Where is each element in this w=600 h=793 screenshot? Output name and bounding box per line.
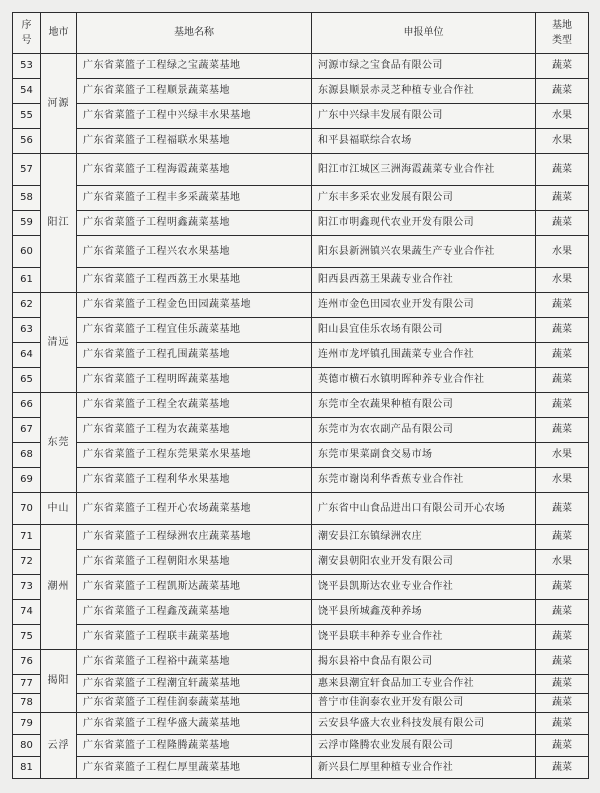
applicant-unit-cell: 阳西县西荔王果蔬专业合作社 — [312, 268, 536, 293]
applicant-unit-cell: 东莞市谢岗利华香蕉专业合作社 — [312, 468, 536, 493]
applicant-unit-cell: 东莞市果菜副食交易市场 — [312, 443, 536, 468]
base-type-cell: 水果 — [536, 104, 589, 129]
base-type-cell: 蔬菜 — [536, 575, 589, 600]
row-number: 64 — [13, 343, 41, 368]
row-number: 58 — [13, 186, 41, 211]
base-name-cell: 广东省菜篮子工程为农蔬菜基地 — [77, 418, 312, 443]
base-type-cell: 蔬菜 — [536, 650, 589, 675]
table-row — [13, 443, 589, 468]
row-number: 73 — [13, 575, 41, 600]
table-row — [13, 493, 589, 525]
table-row — [13, 268, 589, 293]
base-name-cell: 广东省菜篮子工程隆腾蔬菜基地 — [77, 735, 312, 757]
base-name-cell: 广东省菜篮子工程绿之宝蔬菜基地 — [77, 54, 312, 79]
document-page — [12, 12, 588, 779]
row-number: 68 — [13, 443, 41, 468]
row-number: 71 — [13, 525, 41, 550]
base-name-cell: 广东省菜篮子工程金色田园蔬菜基地 — [77, 293, 312, 318]
base-type-cell: 蔬菜 — [536, 79, 589, 104]
base-name-cell: 广东省菜篮子工程中兴绿丰水果基地 — [77, 104, 312, 129]
base-type-cell: 蔬菜 — [536, 154, 589, 186]
base-name-cell: 广东省菜篮子工程潮宜轩蔬菜基地 — [77, 675, 312, 694]
base-name-cell: 广东省菜篮子工程联丰蔬菜基地 — [77, 625, 312, 650]
table-row — [13, 79, 589, 104]
row-number: 69 — [13, 468, 41, 493]
table-row — [13, 735, 589, 757]
applicant-unit-cell: 云浮市隆腾农业发展有限公司 — [312, 735, 536, 757]
row-number: 81 — [13, 757, 41, 779]
base-type-cell: 蔬菜 — [536, 675, 589, 694]
table-row — [13, 393, 589, 418]
base-name-cell: 广东省菜篮子工程福联水果基地 — [77, 129, 312, 154]
base-type-cell: 水果 — [536, 236, 589, 268]
applicant-unit-cell: 普宁市佳润泰农业开发有限公司 — [312, 694, 536, 713]
base-type-cell: 水果 — [536, 443, 589, 468]
base-type-cell: 蔬菜 — [536, 713, 589, 735]
applicant-unit-cell: 潮安县朝阳农业开发有限公司 — [312, 550, 536, 575]
applicant-unit-cell: 揭东县裕中食品有限公司 — [312, 650, 536, 675]
table-row — [13, 129, 589, 154]
base-name-cell: 广东省菜篮子工程佳润泰蔬菜基地 — [77, 694, 312, 713]
header-no: 序 号 — [13, 13, 41, 54]
base-type-cell: 蔬菜 — [536, 694, 589, 713]
applicant-unit-cell: 饶平县凯斯达农业专业合作社 — [312, 575, 536, 600]
applicant-unit-cell: 广东丰多采农业发展有限公司 — [312, 186, 536, 211]
base-type-cell: 蔬菜 — [536, 318, 589, 343]
row-number: 59 — [13, 211, 41, 236]
applicant-unit-cell: 英德市横石水镇明晖种养专业合作社 — [312, 368, 536, 393]
applicant-unit-cell: 阳江市江城区三洲海霞蔬菜专业合作社 — [312, 154, 536, 186]
base-name-cell: 广东省菜篮子工程丰多采蔬菜基地 — [77, 186, 312, 211]
table-row — [13, 625, 589, 650]
base-type-cell: 蔬菜 — [536, 211, 589, 236]
base-type-cell: 蔬菜 — [536, 54, 589, 79]
base-type-cell: 水果 — [536, 268, 589, 293]
table-row — [13, 418, 589, 443]
table-row — [13, 675, 589, 694]
table-row — [13, 54, 589, 79]
applicant-unit-cell: 饶平县联丰种养专业合作社 — [312, 625, 536, 650]
base-name-cell: 广东省菜篮子工程顺景蔬菜基地 — [77, 79, 312, 104]
base-name-cell: 广东省菜篮子工程全农蔬菜基地 — [77, 393, 312, 418]
header-base-name: 基地名称 — [77, 13, 312, 54]
base-type-cell: 水果 — [536, 468, 589, 493]
table-row — [13, 104, 589, 129]
table-header-row — [13, 13, 589, 54]
applicant-unit-cell: 广东中兴绿丰发展有限公司 — [312, 104, 536, 129]
base-type-cell: 蔬菜 — [536, 735, 589, 757]
city-cell: 阳江 — [41, 154, 77, 293]
row-number: 67 — [13, 418, 41, 443]
base-type-cell: 蔬菜 — [536, 493, 589, 525]
row-number: 60 — [13, 236, 41, 268]
applicant-unit-cell: 阳山县宜佳乐农场有限公司 — [312, 318, 536, 343]
table-row — [13, 600, 589, 625]
applicant-unit-cell: 河源市绿之宝食品有限公司 — [312, 54, 536, 79]
row-number: 57 — [13, 154, 41, 186]
applicant-unit-cell: 东源县顺景赤灵芝种植专业合作社 — [312, 79, 536, 104]
base-name-cell: 广东省菜篮子工程兴农水果基地 — [77, 236, 312, 268]
city-cell: 云浮 — [41, 713, 77, 779]
base-type-cell: 蔬菜 — [536, 368, 589, 393]
vegetable-basket-base-table — [12, 12, 589, 779]
row-number: 75 — [13, 625, 41, 650]
base-type-cell: 蔬菜 — [536, 186, 589, 211]
base-type-cell: 蔬菜 — [536, 600, 589, 625]
base-name-cell: 广东省菜篮子工程海霞蔬菜基地 — [77, 154, 312, 186]
base-name-cell: 广东省菜篮子工程凯斯达蔬菜基地 — [77, 575, 312, 600]
applicant-unit-cell: 潮安县江东镇绿洲农庄 — [312, 525, 536, 550]
base-name-cell: 广东省菜篮子工程宜佳乐蔬菜基地 — [77, 318, 312, 343]
header-type: 基地 类型 — [536, 13, 589, 54]
city-cell: 河源 — [41, 54, 77, 154]
row-number: 54 — [13, 79, 41, 104]
table-row — [13, 318, 589, 343]
applicant-unit-cell: 广东省中山食品进出口有限公司开心农场 — [312, 493, 536, 525]
applicant-unit-cell: 惠来县潮宜轩食品加工专业合作社 — [312, 675, 536, 694]
base-type-cell: 蔬菜 — [536, 525, 589, 550]
applicant-unit-cell: 连州市龙坪镇孔围蔬菜专业合作社 — [312, 343, 536, 368]
base-type-cell: 水果 — [536, 550, 589, 575]
applicant-unit-cell: 阳江市明鑫现代农业开发有限公司 — [312, 211, 536, 236]
row-number: 76 — [13, 650, 41, 675]
city-cell: 清远 — [41, 293, 77, 393]
city-cell: 中山 — [41, 493, 77, 525]
city-cell: 东莞 — [41, 393, 77, 493]
base-name-cell: 广东省菜篮子工程明鑫蔬菜基地 — [77, 211, 312, 236]
row-number: 66 — [13, 393, 41, 418]
table-row — [13, 575, 589, 600]
table-row — [13, 525, 589, 550]
city-cell: 揭阳 — [41, 650, 77, 713]
applicant-unit-cell: 连州市金色田园农业开发有限公司 — [312, 293, 536, 318]
row-number: 61 — [13, 268, 41, 293]
applicant-unit-cell: 阳东县新洲镇兴农果蔬生产专业合作社 — [312, 236, 536, 268]
table-row — [13, 368, 589, 393]
header-unit: 申报单位 — [312, 13, 536, 54]
row-number: 63 — [13, 318, 41, 343]
row-number: 78 — [13, 694, 41, 713]
header-city: 地市 — [41, 13, 77, 54]
base-name-cell: 广东省菜篮子工程绿洲农庄蔬菜基地 — [77, 525, 312, 550]
row-number: 65 — [13, 368, 41, 393]
base-type-cell: 蔬菜 — [536, 393, 589, 418]
base-type-cell: 蔬菜 — [536, 625, 589, 650]
base-name-cell: 广东省菜篮子工程孔围蔬菜基地 — [77, 343, 312, 368]
base-name-cell: 广东省菜篮子工程仁厚里蔬菜基地 — [77, 757, 312, 779]
row-number: 74 — [13, 600, 41, 625]
base-name-cell: 广东省菜篮子工程朝阳水果基地 — [77, 550, 312, 575]
base-name-cell: 广东省菜篮子工程鑫茂蔬菜基地 — [77, 600, 312, 625]
applicant-unit-cell: 东莞市为农农副产品有限公司 — [312, 418, 536, 443]
row-number: 55 — [13, 104, 41, 129]
table-body — [13, 54, 589, 779]
table-row — [13, 236, 589, 268]
table-row — [13, 694, 589, 713]
row-number: 79 — [13, 713, 41, 735]
table-row — [13, 650, 589, 675]
base-name-cell: 广东省菜篮子工程利华水果基地 — [77, 468, 312, 493]
row-number: 77 — [13, 675, 41, 694]
table-row — [13, 154, 589, 186]
applicant-unit-cell: 云安县华盛大农业科技发展有限公司 — [312, 713, 536, 735]
base-type-cell: 蔬菜 — [536, 293, 589, 318]
table-row — [13, 343, 589, 368]
table-row — [13, 211, 589, 236]
applicant-unit-cell: 和平县福联综合农场 — [312, 129, 536, 154]
base-name-cell: 广东省菜篮子工程开心农场蔬菜基地 — [77, 493, 312, 525]
table-row — [13, 550, 589, 575]
base-type-cell: 蔬菜 — [536, 343, 589, 368]
base-type-cell: 水果 — [536, 129, 589, 154]
base-type-cell: 蔬菜 — [536, 757, 589, 779]
base-name-cell: 广东省菜篮子工程裕中蔬菜基地 — [77, 650, 312, 675]
table-row — [13, 293, 589, 318]
table-row — [13, 468, 589, 493]
applicant-unit-cell: 东莞市全农蔬果种植有限公司 — [312, 393, 536, 418]
city-cell: 潮州 — [41, 525, 77, 650]
base-name-cell: 广东省菜篮子工程明晖蔬菜基地 — [77, 368, 312, 393]
row-number: 72 — [13, 550, 41, 575]
row-number: 56 — [13, 129, 41, 154]
row-number: 80 — [13, 735, 41, 757]
base-name-cell: 广东省菜篮子工程西荔王水果基地 — [77, 268, 312, 293]
row-number: 53 — [13, 54, 41, 79]
table-row — [13, 713, 589, 735]
table-row — [13, 757, 589, 779]
table-row — [13, 186, 589, 211]
applicant-unit-cell: 新兴县仁厚里种植专业合作社 — [312, 757, 536, 779]
row-number: 70 — [13, 493, 41, 525]
base-name-cell: 广东省菜篮子工程东莞果菜水果基地 — [77, 443, 312, 468]
base-type-cell: 蔬菜 — [536, 418, 589, 443]
base-name-cell: 广东省菜篮子工程华盛大蔬菜基地 — [77, 713, 312, 735]
applicant-unit-cell: 饶平县所城鑫茂种养场 — [312, 600, 536, 625]
row-number: 62 — [13, 293, 41, 318]
